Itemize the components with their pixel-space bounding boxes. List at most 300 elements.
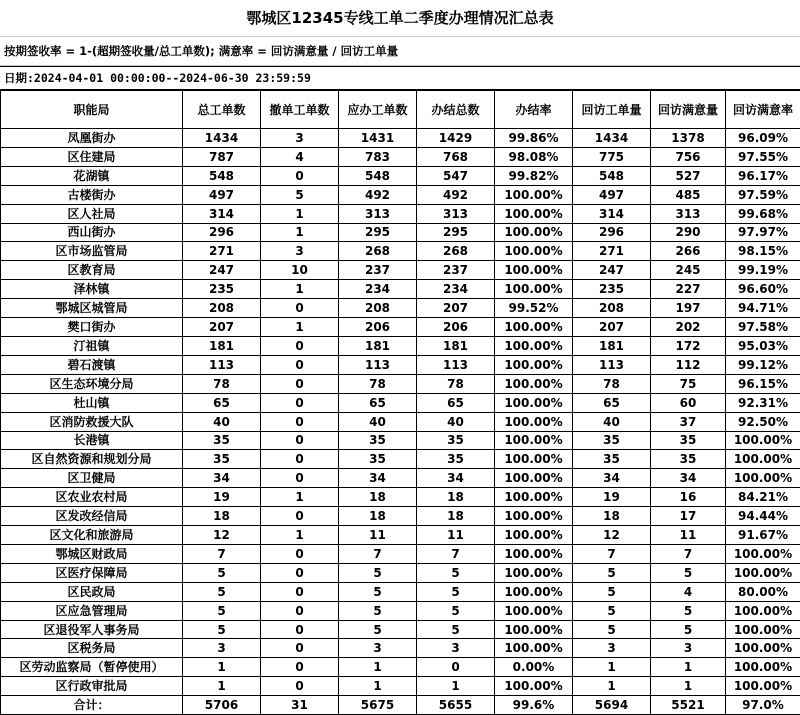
value-cell: 0 <box>261 299 339 318</box>
value-cell: 1 <box>261 318 339 337</box>
value-cell: 92.31% <box>726 393 800 412</box>
column-header: 回访工单量 <box>573 91 651 129</box>
department-cell: 区市场监管局 <box>1 242 183 261</box>
value-cell: 40 <box>183 412 261 431</box>
column-header: 回访满意率 <box>726 91 800 129</box>
value-cell: 80.00% <box>726 582 800 601</box>
value-cell: 548 <box>183 166 261 185</box>
value-cell: 4 <box>651 582 726 601</box>
table-row <box>1 412 800 431</box>
value-cell: 268 <box>339 242 417 261</box>
value-cell: 1 <box>651 677 726 696</box>
value-cell: 35 <box>573 431 651 450</box>
value-cell: 247 <box>183 261 261 280</box>
value-cell: 78 <box>183 374 261 393</box>
value-cell: 99.19% <box>726 261 800 280</box>
table-row <box>1 261 800 280</box>
table-row <box>1 147 800 166</box>
value-cell: 7 <box>573 544 651 563</box>
value-cell: 100.00% <box>495 318 573 337</box>
value-cell: 34 <box>417 469 495 488</box>
value-cell: 12 <box>573 526 651 545</box>
value-cell: 18 <box>339 507 417 526</box>
date-range: 日期:2024-04-01 00:00:00--2024-06-30 23:59:59 <box>0 66 800 90</box>
value-cell: 35 <box>417 431 495 450</box>
value-cell: 296 <box>183 223 261 242</box>
value-cell: 7 <box>651 544 726 563</box>
value-cell: 207 <box>417 299 495 318</box>
department-cell: 区住建局 <box>1 147 183 166</box>
value-cell: 113 <box>183 355 261 374</box>
value-cell: 91.67% <box>726 526 800 545</box>
department-cell: 杜山镇 <box>1 393 183 412</box>
value-cell: 5 <box>651 620 726 639</box>
value-cell: 98.15% <box>726 242 800 261</box>
value-cell: 0 <box>417 658 495 677</box>
value-cell: 7 <box>417 544 495 563</box>
value-cell: 100.00% <box>726 544 800 563</box>
value-cell: 5 <box>573 582 651 601</box>
value-cell: 1 <box>261 223 339 242</box>
value-cell: 1434 <box>573 129 651 148</box>
value-cell: 18 <box>417 488 495 507</box>
column-header: 职能局 <box>1 91 183 129</box>
value-cell: 35 <box>339 431 417 450</box>
value-cell: 208 <box>183 299 261 318</box>
value-cell: 94.44% <box>726 507 800 526</box>
value-cell: 100.00% <box>495 507 573 526</box>
value-cell: 266 <box>651 242 726 261</box>
value-cell: 65 <box>417 393 495 412</box>
value-cell: 207 <box>183 318 261 337</box>
department-cell: 樊口街办 <box>1 318 183 337</box>
value-cell: 19 <box>573 488 651 507</box>
value-cell: 5 <box>651 563 726 582</box>
value-cell: 75 <box>651 374 726 393</box>
value-cell: 5 <box>573 620 651 639</box>
value-cell: 35 <box>183 431 261 450</box>
value-cell: 0 <box>261 620 339 639</box>
value-cell: 295 <box>339 223 417 242</box>
value-cell: 100.00% <box>495 582 573 601</box>
value-cell: 492 <box>339 185 417 204</box>
value-cell: 547 <box>417 166 495 185</box>
total-value-cell: 97.0% <box>726 696 800 715</box>
value-cell: 100.00% <box>495 242 573 261</box>
table-row <box>1 488 800 507</box>
value-cell: 99.12% <box>726 355 800 374</box>
value-cell: 99.82% <box>495 166 573 185</box>
total-value-cell: 5706 <box>183 696 261 715</box>
value-cell: 97.59% <box>726 185 800 204</box>
value-cell: 0 <box>261 658 339 677</box>
value-cell: 0 <box>261 507 339 526</box>
value-cell: 0 <box>261 412 339 431</box>
value-cell: 1 <box>651 658 726 677</box>
value-cell: 234 <box>417 280 495 299</box>
value-cell: 5 <box>339 601 417 620</box>
department-cell: 区人社局 <box>1 204 183 223</box>
value-cell: 0 <box>261 431 339 450</box>
value-cell: 100.00% <box>495 563 573 582</box>
value-cell: 97.97% <box>726 223 800 242</box>
value-cell: 100.00% <box>495 639 573 658</box>
value-cell: 99.86% <box>495 129 573 148</box>
department-cell: 西山街办 <box>1 223 183 242</box>
value-cell: 1 <box>573 658 651 677</box>
value-cell: 3 <box>261 242 339 261</box>
column-header: 撤单工单数 <box>261 91 339 129</box>
value-cell: 0.00% <box>495 658 573 677</box>
table-row <box>1 601 800 620</box>
table-row <box>1 318 800 337</box>
department-cell: 区行政审批局 <box>1 677 183 696</box>
total-value-cell: 31 <box>261 696 339 715</box>
column-header: 办结率 <box>495 91 573 129</box>
department-cell: 鄂城区财政局 <box>1 544 183 563</box>
value-cell: 3 <box>573 639 651 658</box>
department-cell: 鄂城区城管局 <box>1 299 183 318</box>
value-cell: 296 <box>573 223 651 242</box>
value-cell: 1 <box>417 677 495 696</box>
value-cell: 100.00% <box>495 261 573 280</box>
column-header: 应办工单数 <box>339 91 417 129</box>
table-row <box>1 507 800 526</box>
value-cell: 34 <box>339 469 417 488</box>
value-cell: 100.00% <box>726 563 800 582</box>
value-cell: 0 <box>261 374 339 393</box>
department-cell: 古楼街办 <box>1 185 183 204</box>
value-cell: 314 <box>573 204 651 223</box>
value-cell: 11 <box>339 526 417 545</box>
table-row <box>1 204 800 223</box>
table-row <box>1 431 800 450</box>
value-cell: 19 <box>183 488 261 507</box>
value-cell: 100.00% <box>726 469 800 488</box>
value-cell: 1429 <box>417 129 495 148</box>
value-cell: 84.21% <box>726 488 800 507</box>
value-cell: 0 <box>261 582 339 601</box>
value-cell: 100.00% <box>726 639 800 658</box>
header-row <box>1 91 800 129</box>
value-cell: 3 <box>417 639 495 658</box>
value-cell: 181 <box>339 336 417 355</box>
value-cell: 100.00% <box>495 450 573 469</box>
value-cell: 497 <box>183 185 261 204</box>
value-cell: 1 <box>339 658 417 677</box>
value-cell: 96.17% <box>726 166 800 185</box>
value-cell: 208 <box>573 299 651 318</box>
value-cell: 100.00% <box>495 393 573 412</box>
sheet-title: 鄂城区12345专线工单二季度办理情况汇总表 <box>0 0 800 37</box>
value-cell: 113 <box>339 355 417 374</box>
value-cell: 0 <box>261 450 339 469</box>
value-cell: 92.50% <box>726 412 800 431</box>
value-cell: 10 <box>261 261 339 280</box>
value-cell: 35 <box>651 450 726 469</box>
value-cell: 4 <box>261 147 339 166</box>
value-cell: 100.00% <box>495 544 573 563</box>
department-cell: 区劳动监察局（暂停使用） <box>1 658 183 677</box>
value-cell: 245 <box>651 261 726 280</box>
value-cell: 5 <box>183 563 261 582</box>
total-value-cell: 5655 <box>417 696 495 715</box>
value-cell: 65 <box>339 393 417 412</box>
value-cell: 247 <box>573 261 651 280</box>
value-cell: 7 <box>183 544 261 563</box>
table-row <box>1 242 800 261</box>
table-row <box>1 582 800 601</box>
value-cell: 100.00% <box>495 412 573 431</box>
value-cell: 11 <box>651 526 726 545</box>
value-cell: 1 <box>183 658 261 677</box>
value-cell: 100.00% <box>495 280 573 299</box>
total-value-cell: 5694 <box>573 696 651 715</box>
table-row <box>1 223 800 242</box>
value-cell: 0 <box>261 563 339 582</box>
value-cell: 100.00% <box>726 658 800 677</box>
value-cell: 16 <box>651 488 726 507</box>
department-cell: 凤凰街办 <box>1 129 183 148</box>
value-cell: 0 <box>261 677 339 696</box>
value-cell: 181 <box>573 336 651 355</box>
value-cell: 1 <box>573 677 651 696</box>
value-cell: 97.55% <box>726 147 800 166</box>
table-row <box>1 280 800 299</box>
value-cell: 1434 <box>183 129 261 148</box>
value-cell: 313 <box>651 204 726 223</box>
value-cell: 0 <box>261 393 339 412</box>
value-cell: 35 <box>651 431 726 450</box>
table-row <box>1 336 800 355</box>
value-cell: 78 <box>339 374 417 393</box>
value-cell: 527 <box>651 166 726 185</box>
value-cell: 100.00% <box>495 336 573 355</box>
value-cell: 113 <box>417 355 495 374</box>
value-cell: 5 <box>417 582 495 601</box>
value-cell: 18 <box>573 507 651 526</box>
value-cell: 100.00% <box>726 677 800 696</box>
table-row <box>1 658 800 677</box>
value-cell: 95.03% <box>726 336 800 355</box>
value-cell: 100.00% <box>726 601 800 620</box>
value-cell: 34 <box>651 469 726 488</box>
table-row <box>1 450 800 469</box>
value-cell: 0 <box>261 601 339 620</box>
value-cell: 18 <box>183 507 261 526</box>
department-cell: 区退役军人事务局 <box>1 620 183 639</box>
value-cell: 290 <box>651 223 726 242</box>
total-row <box>1 696 800 715</box>
value-cell: 497 <box>573 185 651 204</box>
table-row <box>1 299 800 318</box>
department-cell: 区发改经信局 <box>1 507 183 526</box>
value-cell: 100.00% <box>495 677 573 696</box>
table-row <box>1 129 800 148</box>
value-cell: 268 <box>417 242 495 261</box>
value-cell: 3 <box>339 639 417 658</box>
column-header: 回访满意量 <box>651 91 726 129</box>
value-cell: 783 <box>339 147 417 166</box>
value-cell: 181 <box>417 336 495 355</box>
value-cell: 3 <box>183 639 261 658</box>
department-cell: 区卫健局 <box>1 469 183 488</box>
value-cell: 40 <box>417 412 495 431</box>
value-cell: 112 <box>651 355 726 374</box>
value-cell: 235 <box>183 280 261 299</box>
department-cell: 区文化和旅游局 <box>1 526 183 545</box>
value-cell: 100.00% <box>726 620 800 639</box>
value-cell: 100.00% <box>495 204 573 223</box>
value-cell: 202 <box>651 318 726 337</box>
department-cell: 区应急管理局 <box>1 601 183 620</box>
value-cell: 5 <box>417 620 495 639</box>
department-cell: 长港镇 <box>1 431 183 450</box>
value-cell: 7 <box>339 544 417 563</box>
value-cell: 40 <box>339 412 417 431</box>
table-row <box>1 166 800 185</box>
value-cell: 0 <box>261 355 339 374</box>
value-cell: 775 <box>573 147 651 166</box>
value-cell: 0 <box>261 166 339 185</box>
value-cell: 492 <box>417 185 495 204</box>
formula-note: 按期签收率 = 1-(超期签收量/总工单数); 满意率 = 回访满意量 / 回访工单量 <box>0 37 800 66</box>
total-value-cell: 5521 <box>651 696 726 715</box>
table-row <box>1 544 800 563</box>
value-cell: 35 <box>573 450 651 469</box>
value-cell: 207 <box>573 318 651 337</box>
value-cell: 5 <box>183 620 261 639</box>
value-cell: 100.00% <box>495 185 573 204</box>
value-cell: 35 <box>183 450 261 469</box>
value-cell: 235 <box>573 280 651 299</box>
value-cell: 181 <box>183 336 261 355</box>
value-cell: 5 <box>261 185 339 204</box>
department-cell: 区教育局 <box>1 261 183 280</box>
value-cell: 97.58% <box>726 318 800 337</box>
value-cell: 5 <box>573 601 651 620</box>
value-cell: 40 <box>573 412 651 431</box>
total-value-cell: 5675 <box>339 696 417 715</box>
value-cell: 18 <box>339 488 417 507</box>
value-cell: 756 <box>651 147 726 166</box>
value-cell: 100.00% <box>495 526 573 545</box>
table-row <box>1 677 800 696</box>
value-cell: 35 <box>339 450 417 469</box>
value-cell: 5 <box>339 582 417 601</box>
value-cell: 5 <box>573 563 651 582</box>
value-cell: 100.00% <box>495 620 573 639</box>
value-cell: 17 <box>651 507 726 526</box>
value-cell: 100.00% <box>495 374 573 393</box>
value-cell: 99.68% <box>726 204 800 223</box>
value-cell: 313 <box>417 204 495 223</box>
value-cell: 237 <box>417 261 495 280</box>
table-row <box>1 355 800 374</box>
value-cell: 485 <box>651 185 726 204</box>
value-cell: 12 <box>183 526 261 545</box>
value-cell: 100.00% <box>495 431 573 450</box>
value-cell: 208 <box>339 299 417 318</box>
table-row <box>1 563 800 582</box>
value-cell: 0 <box>261 544 339 563</box>
table-row <box>1 639 800 658</box>
value-cell: 96.60% <box>726 280 800 299</box>
value-cell: 11 <box>417 526 495 545</box>
department-cell: 区生态环境分局 <box>1 374 183 393</box>
value-cell: 0 <box>261 336 339 355</box>
value-cell: 768 <box>417 147 495 166</box>
department-cell: 碧石渡镇 <box>1 355 183 374</box>
value-cell: 100.00% <box>726 431 800 450</box>
value-cell: 34 <box>573 469 651 488</box>
value-cell: 3 <box>651 639 726 658</box>
value-cell: 0 <box>261 469 339 488</box>
value-cell: 787 <box>183 147 261 166</box>
value-cell: 78 <box>417 374 495 393</box>
value-cell: 35 <box>417 450 495 469</box>
department-cell: 区医疗保障局 <box>1 563 183 582</box>
value-cell: 314 <box>183 204 261 223</box>
value-cell: 34 <box>183 469 261 488</box>
summary-table <box>0 90 800 715</box>
value-cell: 100.00% <box>726 450 800 469</box>
value-cell: 3 <box>261 129 339 148</box>
value-cell: 1378 <box>651 129 726 148</box>
column-header: 总工单数 <box>183 91 261 129</box>
table-row <box>1 393 800 412</box>
value-cell: 1 <box>261 204 339 223</box>
value-cell: 100.00% <box>495 355 573 374</box>
value-cell: 100.00% <box>495 223 573 242</box>
total-value-cell: 99.6% <box>495 696 573 715</box>
value-cell: 5 <box>651 601 726 620</box>
value-cell: 271 <box>573 242 651 261</box>
value-cell: 99.52% <box>495 299 573 318</box>
value-cell: 100.00% <box>495 601 573 620</box>
table-row <box>1 526 800 545</box>
value-cell: 113 <box>573 355 651 374</box>
department-cell: 区民政局 <box>1 582 183 601</box>
value-cell: 96.09% <box>726 129 800 148</box>
department-cell: 区消防救援大队 <box>1 412 183 431</box>
value-cell: 548 <box>573 166 651 185</box>
value-cell: 1 <box>261 488 339 507</box>
value-cell: 197 <box>651 299 726 318</box>
value-cell: 0 <box>261 639 339 658</box>
total-label: 合计： <box>1 696 183 715</box>
department-cell: 花湖镇 <box>1 166 183 185</box>
value-cell: 100.00% <box>495 469 573 488</box>
table-row <box>1 620 800 639</box>
value-cell: 271 <box>183 242 261 261</box>
table-row <box>1 374 800 393</box>
value-cell: 94.71% <box>726 299 800 318</box>
value-cell: 5 <box>339 563 417 582</box>
column-header: 办结总数 <box>417 91 495 129</box>
value-cell: 206 <box>339 318 417 337</box>
value-cell: 313 <box>339 204 417 223</box>
table-row <box>1 469 800 488</box>
value-cell: 98.08% <box>495 147 573 166</box>
department-cell: 区自然资源和规划分局 <box>1 450 183 469</box>
value-cell: 227 <box>651 280 726 299</box>
value-cell: 548 <box>339 166 417 185</box>
value-cell: 37 <box>651 412 726 431</box>
value-cell: 65 <box>573 393 651 412</box>
value-cell: 5 <box>417 601 495 620</box>
department-cell: 汀祖镇 <box>1 336 183 355</box>
